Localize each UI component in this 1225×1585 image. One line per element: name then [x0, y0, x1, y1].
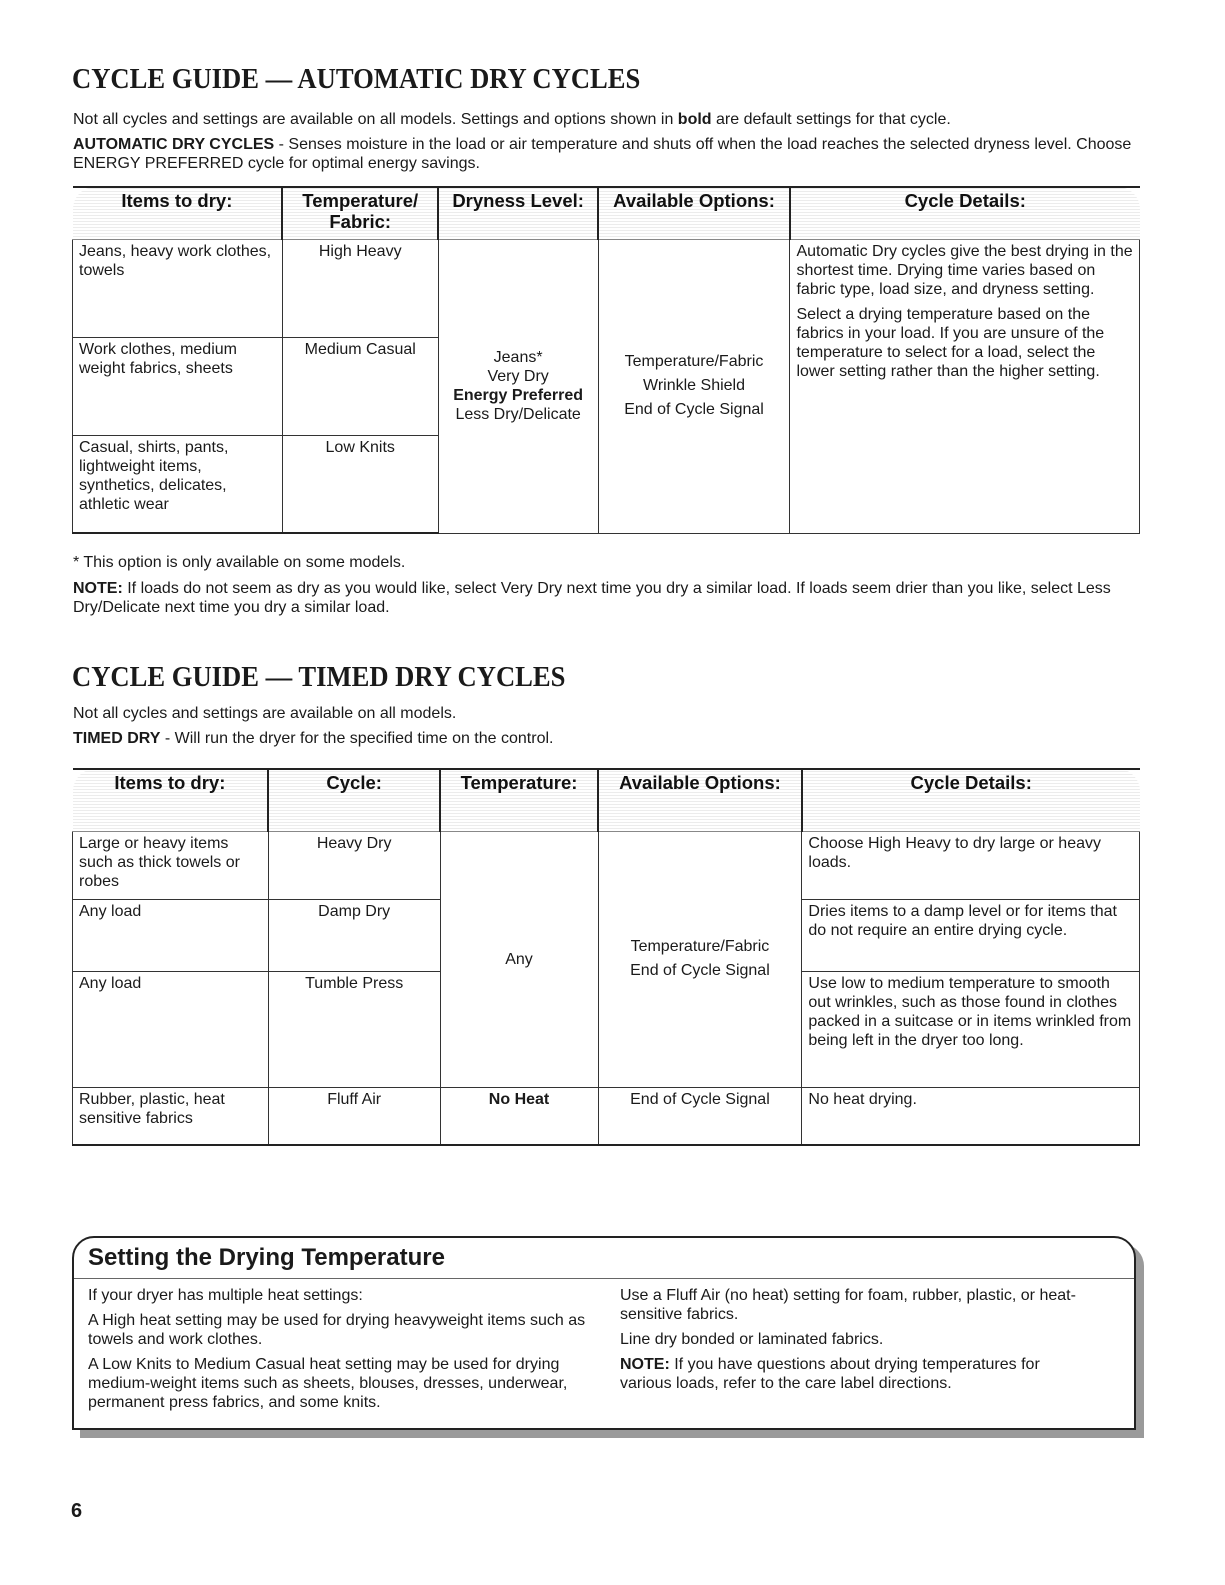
box-right-p3 [620, 1355, 1090, 1393]
auto-description-label: AUTOMATIC DRY CYCLES [73, 136, 275, 153]
timed-details-cell: Choose High Heavy to dry large or heavy loads. [802, 831, 1140, 899]
option-end-of-cycle-signal: End of Cycle Signal [630, 962, 770, 979]
timed-header-items: Items to dry: [73, 769, 269, 831]
table-row [73, 239, 1140, 337]
auto-items-cell: Work clothes, medium weight fabrics, sheets [73, 337, 283, 435]
auto-note [73, 579, 1153, 617]
timed-description [73, 729, 1153, 748]
option-end-of-cycle-signal: End of Cycle Signal [624, 401, 764, 418]
timed-header-options: Available Options: [598, 769, 802, 831]
auto-header-temperature: Temperature/ Fabric: [282, 187, 438, 239]
auto-dryness-cell [438, 239, 598, 533]
box-divider [74, 1278, 1134, 1279]
timed-temp-cell: No Heat [440, 1087, 598, 1145]
timed-temp-any-cell: Any [440, 831, 598, 1087]
drying-temperature-box [72, 1236, 1136, 1430]
timed-intro: Not all cycles and settings are available on all models. [73, 705, 457, 722]
timed-details-cell: No heat drying. [802, 1087, 1140, 1145]
timed-items-cell: Large or heavy items such as thick towels or robes [73, 831, 269, 899]
auto-footnote: * This option is only available on some models. [73, 554, 406, 571]
box-note-label: NOTE: [620, 1356, 670, 1373]
table-row [73, 1087, 1140, 1145]
auto-header-details: Cycle Details: [790, 187, 1140, 239]
timed-description-text: - Will run the dryer for the specified time on the control. [160, 730, 554, 747]
box-note-text: If you have questions about drying temperatures for various loads, refer to the care label directions. [620, 1356, 1040, 1392]
auto-cycle-table [72, 186, 1140, 534]
box-right-p2: Line dry bonded or laminated fabrics. [620, 1331, 884, 1348]
box-right-p1: Use a Fluff Air (no heat) setting for foam, rubber, plastic, or heat-sensitive fabrics. [620, 1287, 1076, 1323]
box-left-column [88, 1286, 598, 1418]
box-left-p3: A Low Knits to Medium Casual heat setting may be used for drying medium-weight items such as sheets, blouses, dresses, underwear, permanent press fabrics, and some knits. [88, 1356, 568, 1411]
timed-section-title: CYCLE GUIDE — TIMED DRY CYCLES [72, 662, 566, 693]
timed-description-label: TIMED DRY [73, 730, 161, 747]
auto-description-text: - Senses moisture in the load or air temperature and shuts off when the load reaches the selected dryness level. Choose ENERGY PREFERRED cycle for optimal energy savings. [73, 136, 1132, 172]
timed-cycle-cell: Heavy Dry [268, 831, 440, 899]
timed-options-cell [598, 831, 802, 1087]
auto-intro-text: Not all cycles and settings are available on all models. Settings and options shown in [73, 111, 678, 128]
auto-temp-cell: Medium Casual [282, 337, 438, 435]
auto-temp-cell: Low Knits [282, 435, 438, 533]
auto-description [73, 135, 1153, 173]
auto-items-cell: Casual, shirts, pants, lightweight items, synthetics, delicates, athletic wear [73, 435, 283, 533]
timed-header-temperature: Temperature: [440, 769, 598, 831]
auto-intro-bold: bold [677, 111, 712, 128]
box-right-column [620, 1286, 1090, 1399]
auto-intro [73, 110, 1153, 129]
auto-options-cell [598, 239, 790, 533]
dryness-very-dry: Very Dry [487, 368, 549, 385]
timed-items-cell: Rubber, plastic, heat sensitive fabrics [73, 1087, 269, 1145]
auto-items-cell: Jeans, heavy work clothes, towels [73, 239, 283, 337]
auto-header-dryness: Dryness Level: [438, 187, 598, 239]
auto-details-cell [790, 239, 1140, 533]
auto-note-label: NOTE: [73, 580, 123, 597]
timed-header-details: Cycle Details: [802, 769, 1140, 831]
timed-details-cell: Use low to medium temperature to smooth out wrinkles, such as those found in clothes packed in a suitcase or in items wrinkled from being left in the dryer too long. [802, 971, 1140, 1087]
timed-items-cell: Any load [73, 971, 269, 1087]
auto-details-p2: Select a drying temperature based on the fabrics in your load. If you are unsure of the temperature to select for a load, select the lower setting rather than the higher setting. [796, 305, 1105, 380]
auto-note-text: If loads do not seem as dry as you would like, select Very Dry next time you dry a similar load. If loads seem drier than you like, select Less Dry/Delicate next time you dry a similar load. [73, 580, 1111, 616]
auto-temp-cell: High Heavy [282, 239, 438, 337]
timed-items-cell: Any load [73, 899, 269, 971]
timed-header-cycle: Cycle: [268, 769, 440, 831]
page-number: 6 [71, 1500, 83, 1522]
timed-cycle-cell: Fluff Air [268, 1087, 440, 1145]
timed-options-cell: End of Cycle Signal [598, 1087, 802, 1145]
box-left-p2: A High heat setting may be used for drying heavyweight items such as towels and work clothes. [88, 1312, 586, 1348]
timed-cycle-table [72, 768, 1140, 1146]
timed-details-cell: Dries items to a damp level or for items that do not require an entire drying cycle. [802, 899, 1140, 971]
timed-cycle-cell: Damp Dry [268, 899, 440, 971]
dryness-less-dry: Less Dry/Delicate [455, 406, 581, 423]
auto-intro-text-end: are default settings for that cycle. [711, 111, 951, 128]
timed-cycle-cell: Tumble Press [268, 971, 440, 1087]
auto-header-options: Available Options: [598, 187, 790, 239]
option-temperature-fabric: Temperature/Fabric [624, 353, 764, 370]
auto-details-p1: Automatic Dry cycles give the best drying in the shortest time. Drying time varies based on fabric type, load size, and dryness setting. [796, 242, 1133, 298]
box-title: Setting the Drying Temperature [88, 1244, 445, 1271]
auto-header-items: Items to dry: [73, 187, 283, 239]
dryness-jeans: Jeans* [493, 349, 543, 366]
option-wrinkle-shield: Wrinkle Shield [643, 377, 745, 394]
table-row [73, 831, 1140, 899]
option-temperature-fabric: Temperature/Fabric [630, 938, 770, 955]
auto-section-title: CYCLE GUIDE — AUTOMATIC DRY CYCLES [72, 64, 641, 95]
box-left-p1: If your dryer has multiple heat settings: [88, 1287, 363, 1304]
dryness-energy-preferred: Energy Preferred [453, 387, 584, 404]
